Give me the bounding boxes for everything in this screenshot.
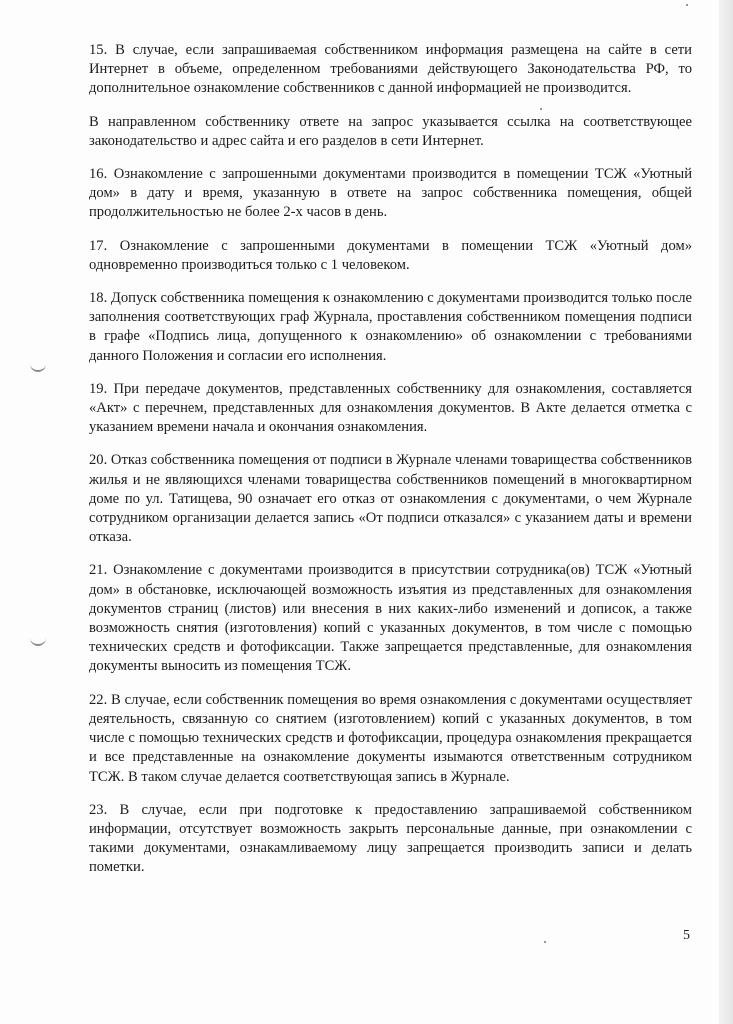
paragraph-18: 18. Допуск собственника помещения к ознакомлению с документами производится только после заполнения соответствующих граф Журнала, проставления собственником помещения подписи в графе «Подпись лица, допущенного к ознакомлению» об ознакомлении с требованиями данного Положения и согласии его исполнения. [89, 290, 692, 364]
paragraph-20: 20. Отказ собственника помещения от подписи в Журнале членами товарищества собственников жилья и не являющихся членами товарищества собственников помещений в многоквартирном доме по ул. Татищева, 90 означает его отказ от ознакомления с документами, о чем Журнале сотрудником организации делается запись «От подписи отказался» с указанием даты и времени отказа. [89, 452, 692, 546]
punch-hole-mark [30, 362, 46, 372]
paragraph-15-note: В направленном собственнику ответе на запрос указывается ссылка на соответствующее законодательство и адрес сайта и его разделов в сети Интернет. [89, 113, 692, 149]
paragraph-19: 19. При передаче документов, представленных собственнику для ознакомления, составляется «Акт» с перечнем, представленных для ознакомления документов. В Акте делается отметка с указанием времени начала и окончания ознакомления. [89, 380, 692, 436]
paragraph-23: 23. В случае, если при подготовке к предоставлению запрашиваемой собственником информации, отсутствует возможность закрыть персональные данные, при ознакомлении с такими документами, ознакамливаемому лицу запрещается производить записи и делать пометки. [89, 801, 692, 876]
paragraph-16: 16. Ознакомление с запрошенными документами производится в помещении ТСЖ «Уютный дом» в дату и время, указанную в ответе на запрос собственника помещения, общей продолжительностью не более 2-х часов в день. [89, 166, 692, 221]
scan-speck [544, 941, 546, 943]
paragraph-15: 15. В случае, если запрашиваемая собственником информация размещена на сайте в сети Интернет в объеме, определенном требованиями действующего Законодательства РФ, то дополнительное ознакомление собственников с данной информацией не производится. [89, 42, 692, 97]
document-body [89, 41, 692, 892]
page-number: 5 [683, 928, 690, 943]
paragraph-21: 21. Ознакомление с документами производится в присутствии сотрудника(ов) ТСЖ «Уютный дом» в обстановке, исключающей возможность изъятия из представленных для ознакомления документов страниц (листов) или внесения в них каких-либо изменений и дописок, а также возможность снятия (изготовления) копий с указанных документов, в том числе с помощью технических средств и фотофиксации. Также запрещается представленные, для ознакомления документы выносить из помещения ТСЖ. [89, 562, 692, 675]
page-edge-shadow [719, 0, 733, 1024]
punch-hole-mark [30, 636, 46, 646]
scan-speck [686, 4, 688, 6]
paragraph-17: 17. Ознакомление с запрошенными документами в помещении ТСЖ «Уютный дом» одновременно производиться только с 1 человеком. [89, 237, 692, 273]
paragraph-22: 22. В случае, если собственник помещения во время ознакомления с документами осуществляет деятельность, связанную со снятием (изготовлением) копий с указанных документов, в том числе с помощью технических средств и фотофиксации, процедура ознакомления прекращается и все представленные на ознакомление документы изымаются ответственным сотрудником ТСЖ. В таком случае делается соответствующая запись в Журнале. [89, 691, 692, 785]
